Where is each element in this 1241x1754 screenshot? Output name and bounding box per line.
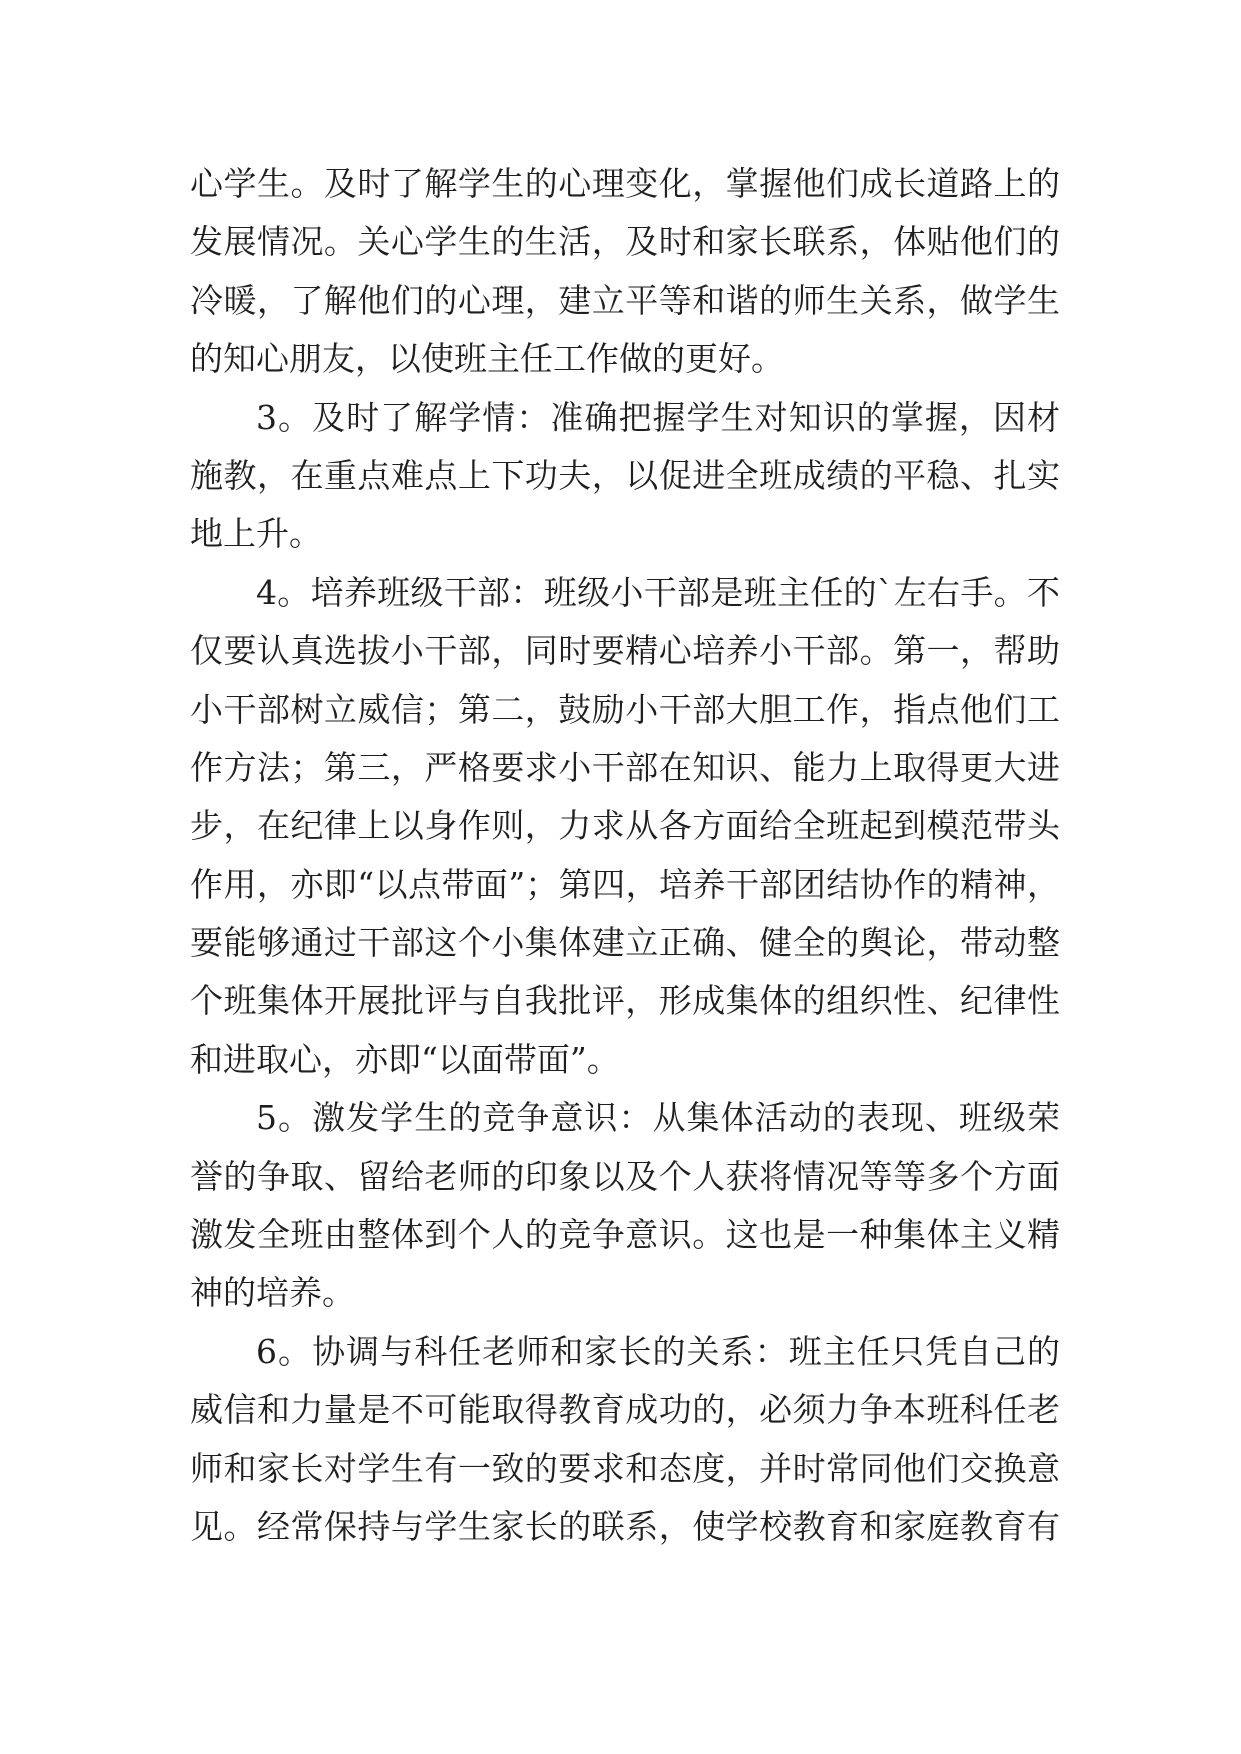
text-line: 发展情况。关心学生的生活，及时和家长联系，体贴他们的	[190, 222, 1060, 262]
text-line: 的知心朋友，以使班主任工作做的更好。	[190, 339, 784, 379]
text-line: 师和家长对学生有一致的要求和态度，并时常同他们交换意	[190, 1448, 1060, 1488]
text-line: 作方法；第三，严格要求小干部在知识、能力上取得更大进	[190, 747, 1060, 787]
body-text	[190, 155, 1060, 1556]
list-item-3-line: 3。及时了解学情：准确把握学生对知识的掌握，因材	[256, 397, 1060, 437]
text-line: 和进取心，亦即“以面带面”。	[190, 1039, 620, 1079]
text-line: 激发全班由整体到个人的竞争意识。这也是一种集体主义精	[190, 1215, 1060, 1255]
text-line: 誉的争取、留给老师的印象以及个人获将情况等等多个方面	[190, 1156, 1060, 1196]
list-item-6-line: 6。协调与科任老师和家长的关系：班主任只凭自己的	[256, 1331, 1060, 1371]
text-line: 个班集体开展批评与自我批评，形成集体的组织性、纪律性	[190, 981, 1060, 1021]
text-line: 仅要认真选拔小干部，同时要精心培养小干部。第一，帮助	[190, 631, 1060, 671]
text-line: 地上升。	[190, 514, 322, 554]
text-line: 作用，亦即“以点带面”；第四，培养干部团结协作的精神，	[190, 864, 1060, 904]
text-line: 冷暖，了解他们的心理，建立平等和谐的师生关系，做学生	[190, 280, 1060, 320]
text-line: 施教，在重点难点上下功夫，以促进全班成绩的平稳、扎实	[190, 455, 1060, 495]
list-item-5-line: 5。激发学生的竞争意识：从集体活动的表现、班级荣	[256, 1098, 1060, 1138]
text-line: 神的培养。	[190, 1273, 355, 1313]
text-line: 见。经常保持与学生家长的联系，使学校教育和家庭教育有	[190, 1506, 1060, 1546]
text-line: 威信和力量是不可能取得教育成功的，必须力争本班科任老	[190, 1390, 1060, 1430]
text-line: 步，在纪律上以身作则，力求从各方面给全班起到模范带头	[190, 806, 1060, 846]
text-line: 要能够通过干部这个小集体建立正确、健全的舆论，带动整	[190, 923, 1060, 963]
text-line: 小干部树立威信；第二，鼓励小干部大胆工作，指点他们工	[190, 689, 1060, 729]
list-item-4-line: 4。培养班级干部：班级小干部是班主任的`左右手。不	[256, 572, 1060, 612]
text-line: 心学生。及时了解学生的心理变化，掌握他们成长道路上的	[190, 164, 1060, 203]
